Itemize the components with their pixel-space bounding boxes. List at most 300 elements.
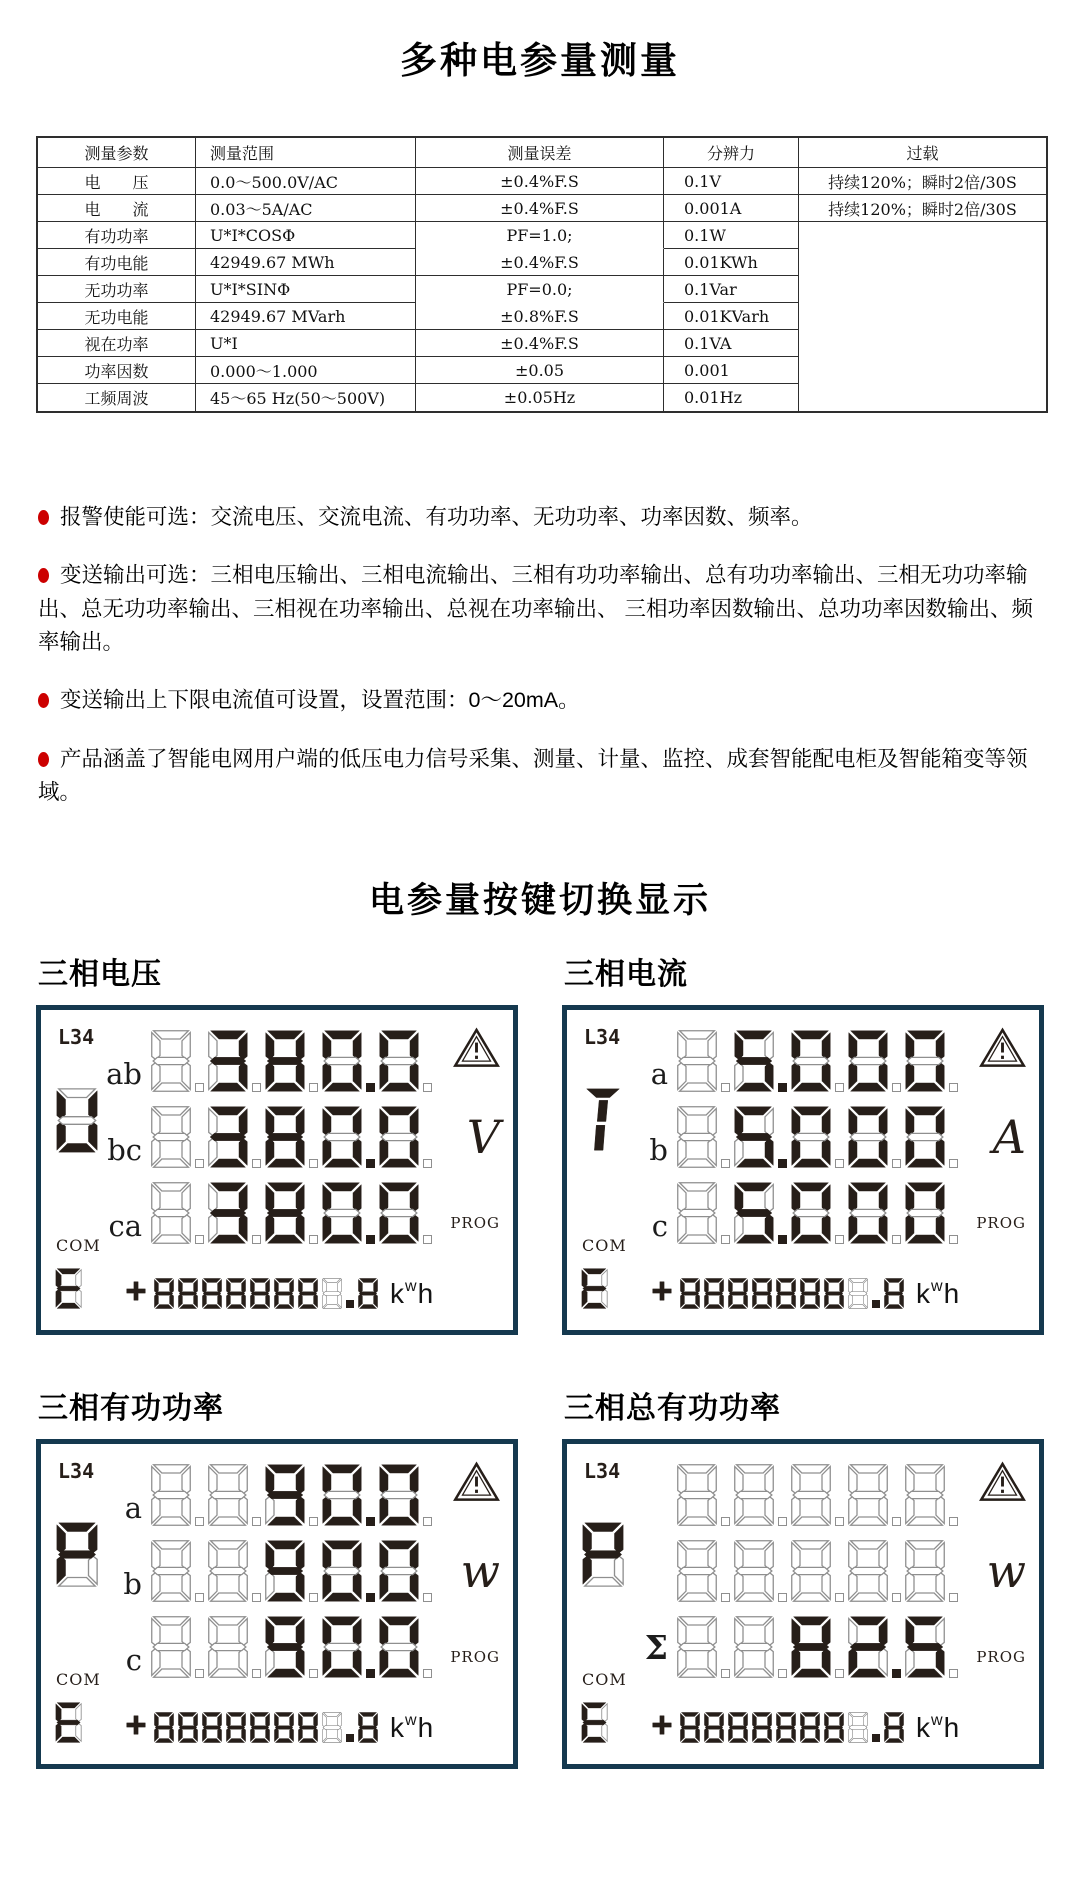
seven-segment-letter-E xyxy=(54,1700,83,1745)
seven-segment-ghost-digit xyxy=(675,1028,719,1094)
seven-segment-digit xyxy=(846,1028,890,1094)
seven-segment-ghost-digit xyxy=(206,1614,250,1680)
decimal-point-off xyxy=(721,1235,730,1244)
decimal-point-on xyxy=(778,1083,787,1092)
seven-segment-digit xyxy=(679,1710,701,1745)
unit-h: h xyxy=(417,1278,434,1310)
seven-segment-digit xyxy=(377,1104,421,1170)
seven-segment-ghost-digit xyxy=(321,1710,343,1745)
seven-segment-digit xyxy=(789,1104,833,1170)
table-row xyxy=(38,357,1046,384)
seven-segment-digit xyxy=(320,1180,364,1246)
seven-segment-ghost-digit xyxy=(732,1538,776,1604)
table-cell: 0.001 xyxy=(664,357,799,384)
seven-segment-digit xyxy=(297,1710,319,1745)
table-cell: U*I*SINΦ xyxy=(196,276,416,303)
energy-row xyxy=(54,1700,505,1745)
seven-segment-digit xyxy=(377,1614,421,1680)
decimal-point-on xyxy=(366,1159,375,1168)
seven-segment-ghost-digit xyxy=(149,1538,193,1604)
seven-segment-digit xyxy=(263,1614,307,1680)
lcd-panel xyxy=(36,1439,518,1769)
table-row xyxy=(38,330,1046,357)
seven-segment-digit xyxy=(377,1462,421,1528)
seven-segment-digit xyxy=(789,1180,833,1246)
decimal-point-off xyxy=(423,1517,432,1526)
row-phase-label xyxy=(623,1523,675,1528)
seven-segment-digit xyxy=(727,1710,749,1745)
row-phase-label: c xyxy=(125,1643,142,1678)
table-cell: ±0.05 xyxy=(416,357,664,384)
seven-segment-digit xyxy=(206,1104,250,1170)
table-cell xyxy=(799,384,1046,411)
decimal-point-off xyxy=(892,1593,901,1602)
unit-k: k xyxy=(916,1278,930,1310)
decimal-point-off xyxy=(835,1159,844,1168)
seven-segment-digit xyxy=(297,1276,319,1311)
seven-segment-ghost-digit xyxy=(675,1180,719,1246)
lcd-digit-row xyxy=(97,1534,434,1604)
spec-table xyxy=(36,136,1048,413)
seven-segment-digit xyxy=(320,1180,364,1246)
seven-segment-digit xyxy=(883,1276,905,1311)
lcd-digit-row xyxy=(97,1458,434,1528)
seven-segment-digit xyxy=(263,1462,307,1528)
quantity-letter xyxy=(580,1086,626,1155)
seven-segment-digit xyxy=(883,1276,905,1311)
lcd-panel-block xyxy=(562,949,1044,1335)
seven-segment-digit xyxy=(789,1614,833,1680)
com-label: COM xyxy=(582,1236,627,1256)
energy-letter-E xyxy=(580,1266,609,1311)
lcd-digit-row xyxy=(97,1100,434,1170)
table-cell: 0.1Var xyxy=(664,276,799,303)
seven-segment-digit xyxy=(320,1614,364,1680)
energy-unit-kwh xyxy=(916,1279,959,1311)
decimal-point-off xyxy=(195,1669,204,1678)
seven-segment-digit xyxy=(320,1614,364,1680)
table-row xyxy=(38,303,1046,330)
seven-segment-digit xyxy=(201,1710,223,1745)
decimal-point-off xyxy=(721,1669,730,1678)
energy-row xyxy=(54,1266,505,1311)
table-cell: U*I xyxy=(196,330,416,357)
energy-unit-kwh xyxy=(390,1279,433,1311)
decimal-point-off xyxy=(252,1517,261,1526)
phase-indicator: L34 xyxy=(58,1459,95,1484)
prog-label: PROG xyxy=(976,1214,1026,1233)
seven-segment-ghost-digit xyxy=(206,1538,250,1604)
seven-segment-digit xyxy=(297,1276,319,1311)
seven-segment-digit xyxy=(751,1276,773,1311)
energy-letter-E xyxy=(580,1700,609,1745)
decimal-point-off xyxy=(309,1235,318,1244)
lcd-panel-title: 三相总有功功率 xyxy=(564,1392,781,1426)
seven-segment-ghost-digit xyxy=(321,1276,343,1311)
seven-segment-digit xyxy=(727,1710,749,1745)
decimal-point-off xyxy=(195,1083,204,1092)
decimal-point-on xyxy=(366,1669,375,1678)
seven-segment-digit xyxy=(153,1710,175,1745)
unit-h: h xyxy=(417,1712,434,1744)
unit-w-superscript: w xyxy=(405,1278,417,1296)
seven-segment-digit xyxy=(775,1276,797,1311)
seven-segment-ghost-digit xyxy=(149,1180,193,1246)
seven-segment-digit xyxy=(679,1276,701,1311)
warning-triangle-icon xyxy=(979,1027,1026,1069)
seven-segment-ghost-digit xyxy=(206,1462,250,1528)
table-cell: 0.1V xyxy=(664,168,799,195)
lcd-panel-title: 三相电流 xyxy=(564,958,688,992)
decimal-point-off xyxy=(721,1593,730,1602)
decimal-point-off xyxy=(423,1593,432,1602)
table-cell: 电 流 xyxy=(38,195,196,222)
decimal-point-off xyxy=(195,1235,204,1244)
seven-segment-digit xyxy=(903,1104,947,1170)
seven-segment-digit xyxy=(775,1276,797,1311)
seven-segment-ghost-digit xyxy=(732,1462,776,1528)
lcd-panel xyxy=(562,1439,1044,1769)
seven-segment-digit xyxy=(846,1614,890,1680)
seven-segment-ghost-digit xyxy=(789,1462,833,1528)
plus-sign xyxy=(651,1280,673,1302)
prog-label: PROG xyxy=(450,1214,500,1233)
decimal-point-off xyxy=(252,1235,261,1244)
decimal-point-off xyxy=(195,1517,204,1526)
seven-segment-ghost-digit xyxy=(206,1614,250,1680)
bullet-dot-icon xyxy=(38,568,49,583)
seven-segment-digit xyxy=(799,1276,821,1311)
seven-segment-digit xyxy=(732,1028,776,1094)
seven-segment-digit xyxy=(823,1276,845,1311)
seven-segment-digit xyxy=(799,1276,821,1311)
seven-segment-digit xyxy=(153,1710,175,1745)
seven-segment-digit xyxy=(177,1710,199,1745)
decimal-point-off xyxy=(949,1235,958,1244)
decimal-point-off xyxy=(949,1517,958,1526)
table-cell: 工频周波 xyxy=(38,384,196,411)
table-cell: 持续120%；瞬时2倍/30S xyxy=(799,195,1046,222)
table-row xyxy=(38,195,1046,222)
decimal-point-on xyxy=(872,1734,880,1742)
seven-segment-digit xyxy=(775,1710,797,1745)
decimal-point-off xyxy=(252,1083,261,1092)
seven-segment-digit xyxy=(206,1104,250,1170)
seven-segment-digit xyxy=(751,1710,773,1745)
seven-segment-ghost-digit xyxy=(847,1276,869,1311)
table-cell: 持续120%；瞬时2倍/30S xyxy=(799,168,1046,195)
column-header: 测量误差 xyxy=(416,138,664,168)
decimal-point-off xyxy=(423,1669,432,1678)
unit-w-superscript: w xyxy=(931,1712,943,1730)
warning-triangle-icon xyxy=(453,1027,500,1069)
lcd-digit-row xyxy=(623,1534,960,1604)
seven-segment-ghost-digit xyxy=(149,1538,193,1604)
decimal-point-on xyxy=(872,1300,880,1308)
lcd-panel-block xyxy=(562,1383,1044,1769)
unit-letter: w xyxy=(460,1544,500,1599)
seven-segment-ghost-digit xyxy=(847,1276,869,1311)
row-phase-label: ca xyxy=(108,1209,142,1244)
seven-segment-digit xyxy=(177,1276,199,1311)
seven-segment-ghost-digit xyxy=(846,1538,890,1604)
unit-w-superscript: w xyxy=(405,1712,417,1730)
decimal-point-off xyxy=(949,1669,958,1678)
seven-segment-digit xyxy=(249,1276,271,1311)
seven-segment-letter-I xyxy=(580,1086,626,1155)
feature-text: 产品涵盖了智能电网用户端的低压电力信号采集、测量、计量、监控、成套智能配电柜及智能箱变等领域。 xyxy=(38,746,1028,804)
seven-segment-digit xyxy=(249,1710,271,1745)
table-cell: ±0.4%F.S xyxy=(416,330,664,357)
seven-segment-digit xyxy=(846,1180,890,1246)
decimal-point-off xyxy=(309,1159,318,1168)
seven-segment-digit xyxy=(799,1710,821,1745)
seven-segment-digit xyxy=(883,1710,905,1745)
seven-segment-digit xyxy=(846,1614,890,1680)
energy-letter-E xyxy=(54,1266,83,1311)
column-header: 过载 xyxy=(799,138,1046,168)
seven-segment-digit xyxy=(225,1710,247,1745)
feature-text: 变送输出上下限电流值可设置，设置范围：0～20mA。 xyxy=(60,688,580,713)
decimal-point-off xyxy=(309,1669,318,1678)
quantity-letter xyxy=(54,1086,100,1155)
table-row xyxy=(38,384,1046,411)
seven-segment-digit xyxy=(320,1028,364,1094)
seven-segment-ghost-digit xyxy=(149,1614,193,1680)
decimal-point-on xyxy=(366,1593,375,1602)
seven-segment-ghost-digit xyxy=(846,1462,890,1528)
seven-segment-digit xyxy=(732,1104,776,1170)
seven-segment-digit xyxy=(751,1710,773,1745)
table-cell: 视在功率 xyxy=(38,330,196,357)
warning-triangle-icon xyxy=(453,1461,500,1503)
seven-segment-digit xyxy=(249,1276,271,1311)
lcd-panel xyxy=(562,1005,1044,1335)
quantity-letter xyxy=(580,1520,626,1589)
spec-table-body xyxy=(38,168,1046,411)
unit-k: k xyxy=(916,1712,930,1744)
decimal-point-off xyxy=(721,1159,730,1168)
seven-segment-digit xyxy=(789,1614,833,1680)
seven-segment-digit xyxy=(320,1104,364,1170)
seven-segment-digit xyxy=(846,1028,890,1094)
seven-segment-ghost-digit xyxy=(903,1538,947,1604)
seven-segment-digit xyxy=(903,1104,947,1170)
row-phase-label: ab xyxy=(106,1057,142,1092)
seven-segment-letter-P xyxy=(580,1520,626,1589)
decimal-point-off xyxy=(423,1159,432,1168)
table-cell: 功率因数 xyxy=(38,357,196,384)
seven-segment-ghost-digit xyxy=(903,1462,947,1528)
seven-segment-digit xyxy=(732,1180,776,1246)
decimal-point-off xyxy=(423,1083,432,1092)
prog-label: PROG xyxy=(976,1648,1026,1667)
seven-segment-ghost-digit xyxy=(321,1710,343,1745)
column-header: 分辨力 xyxy=(664,138,799,168)
row-phase-label: bc xyxy=(107,1133,142,1168)
lcd-digit-row xyxy=(97,1610,434,1680)
decimal-point-off xyxy=(423,1235,432,1244)
seven-segment-ghost-digit xyxy=(847,1710,869,1745)
decimal-point-off xyxy=(835,1593,844,1602)
seven-segment-digit xyxy=(206,1180,250,1246)
decimal-point-off xyxy=(892,1159,901,1168)
spec-table-header-row xyxy=(38,138,1046,168)
decimal-point-off xyxy=(778,1669,787,1678)
feature-list xyxy=(38,501,1042,809)
table-cell: U*I*COSΦ xyxy=(196,222,416,249)
seven-segment-digit xyxy=(903,1614,947,1680)
table-cell: ±0.4%F.S xyxy=(416,195,664,222)
table-cell xyxy=(799,249,1046,276)
table-cell xyxy=(799,303,1046,330)
seven-segment-digit xyxy=(727,1276,749,1311)
seven-segment-digit xyxy=(903,1180,947,1246)
seven-segment-digit xyxy=(320,1462,364,1528)
table-cell: 0.01Hz xyxy=(664,384,799,411)
seven-segment-digit xyxy=(263,1538,307,1604)
decimal-point-on xyxy=(366,1517,375,1526)
seven-segment-digit xyxy=(225,1710,247,1745)
seven-segment-digit xyxy=(357,1710,379,1745)
seven-segment-letter-E xyxy=(54,1266,83,1311)
decimal-point-off xyxy=(835,1669,844,1678)
seven-segment-ghost-digit xyxy=(846,1462,890,1528)
table-cell: 0.001A xyxy=(664,195,799,222)
table-cell: ±0.8%F.S xyxy=(416,303,664,330)
feature-text: 变送输出可选：三相电压输出、三相电流输出、三相有功功率输出、总有功功率输出、三相无功功率输出、总无功功率输出、三相视在功率输出、总视在功率输出、 三相功率因数输出、总功功率因数输出、频率输出。 xyxy=(38,563,1033,654)
seven-segment-ghost-digit xyxy=(732,1614,776,1680)
lcd-panel-block xyxy=(36,949,518,1335)
table-cell: 0.01KVarh xyxy=(664,303,799,330)
table-cell: ±0.05Hz xyxy=(416,384,664,411)
decimal-point-off xyxy=(195,1593,204,1602)
seven-segment-ghost-digit xyxy=(675,1538,719,1604)
seven-segment-letter-E xyxy=(580,1266,609,1311)
seven-segment-letter-E xyxy=(580,1700,609,1745)
seven-segment-digit xyxy=(320,1462,364,1528)
seven-segment-digit xyxy=(703,1276,725,1311)
decimal-point-on xyxy=(366,1235,375,1244)
lcd-digit-row xyxy=(97,1176,434,1246)
seven-segment-digit xyxy=(201,1276,223,1311)
page xyxy=(0,30,1080,1769)
table-cell: PF=1.0; xyxy=(416,222,664,249)
phase-indicator: L34 xyxy=(584,1025,621,1050)
table-row xyxy=(38,276,1046,303)
seven-segment-ghost-digit xyxy=(206,1538,250,1604)
seven-segment-digit xyxy=(263,1462,307,1528)
decimal-point-on xyxy=(346,1734,354,1742)
seven-segment-digit xyxy=(903,1028,947,1094)
seven-segment-ghost-digit xyxy=(675,1462,719,1528)
seven-segment-digit xyxy=(263,1538,307,1604)
decimal-point-off xyxy=(835,1083,844,1092)
lcd-digit-row xyxy=(623,1458,960,1528)
seven-segment-ghost-digit xyxy=(732,1462,776,1528)
seven-segment-digit xyxy=(263,1028,307,1094)
decimal-point-off xyxy=(252,1669,261,1678)
seven-segment-digit xyxy=(201,1276,223,1311)
seven-segment-digit xyxy=(377,1180,421,1246)
seven-segment-ghost-digit xyxy=(675,1614,719,1680)
table-row xyxy=(38,168,1046,195)
decimal-point-off xyxy=(778,1593,787,1602)
seven-segment-digit xyxy=(846,1104,890,1170)
decimal-point-on xyxy=(892,1669,901,1678)
row-phase-label: a xyxy=(650,1057,668,1092)
table-cell: 42949.67 MWh xyxy=(196,249,416,276)
seven-segment-ghost-digit xyxy=(675,1614,719,1680)
table-row xyxy=(38,222,1046,249)
unit-w-superscript: w xyxy=(931,1278,943,1296)
com-label: COM xyxy=(56,1670,101,1690)
seven-segment-digit xyxy=(903,1614,947,1680)
seven-segment-digit xyxy=(883,1710,905,1745)
energy-unit-kwh xyxy=(916,1713,959,1745)
seven-segment-digit xyxy=(751,1276,773,1311)
seven-segment-digit xyxy=(377,1538,421,1604)
decimal-point-off xyxy=(309,1517,318,1526)
decimal-point-off xyxy=(949,1159,958,1168)
phase-indicator: L34 xyxy=(58,1025,95,1050)
decimal-point-on xyxy=(778,1235,787,1244)
seven-segment-ghost-digit xyxy=(846,1538,890,1604)
unit-letter: V xyxy=(466,1110,500,1165)
seven-segment-digit xyxy=(679,1276,701,1311)
seven-segment-digit xyxy=(357,1276,379,1311)
seven-segment-ghost-digit xyxy=(675,1538,719,1604)
seven-segment-ghost-digit xyxy=(149,1614,193,1680)
unit-k: k xyxy=(390,1278,404,1310)
row-phase-label: b xyxy=(123,1567,142,1602)
unit-letter: w xyxy=(986,1544,1026,1599)
seven-segment-digit xyxy=(297,1710,319,1745)
seven-segment-digit xyxy=(263,1180,307,1246)
table-cell: 0.000～1.000 xyxy=(196,357,416,384)
decimal-point-off xyxy=(835,1235,844,1244)
seven-segment-digit xyxy=(823,1710,845,1745)
seven-segment-ghost-digit xyxy=(149,1028,193,1094)
seven-segment-digit xyxy=(206,1028,250,1094)
seven-segment-ghost-digit xyxy=(321,1276,343,1311)
decimal-point-off xyxy=(892,1517,901,1526)
lcd-panels xyxy=(36,949,1044,1769)
seven-segment-ghost-digit xyxy=(789,1538,833,1604)
sum-sigma-symbol: Σ xyxy=(644,1628,668,1668)
decimal-point-on xyxy=(778,1159,787,1168)
seven-segment-digit xyxy=(732,1180,776,1246)
plus-sign xyxy=(651,1280,673,1302)
seven-segment-digit xyxy=(357,1276,379,1311)
bullet-dot-icon xyxy=(38,693,49,708)
seven-segment-ghost-digit xyxy=(789,1462,833,1528)
decimal-point-off xyxy=(949,1083,958,1092)
table-cell: 45～65 Hz(50～500V) xyxy=(196,384,416,411)
table-cell: PF=0.0; xyxy=(416,276,664,303)
lcd-digit-row xyxy=(623,1100,960,1170)
com-label: COM xyxy=(56,1236,101,1256)
seven-segment-ghost-digit xyxy=(206,1462,250,1528)
seven-segment-ghost-digit xyxy=(675,1104,719,1170)
energy-row xyxy=(580,1700,1031,1745)
warning-triangle-icon xyxy=(453,1027,500,1069)
seven-segment-digit xyxy=(206,1028,250,1094)
table-cell: 0.0～500.0V/AC xyxy=(196,168,416,195)
warning-triangle-icon xyxy=(453,1461,500,1503)
plus-sign xyxy=(125,1714,147,1736)
table-cell xyxy=(799,330,1046,357)
